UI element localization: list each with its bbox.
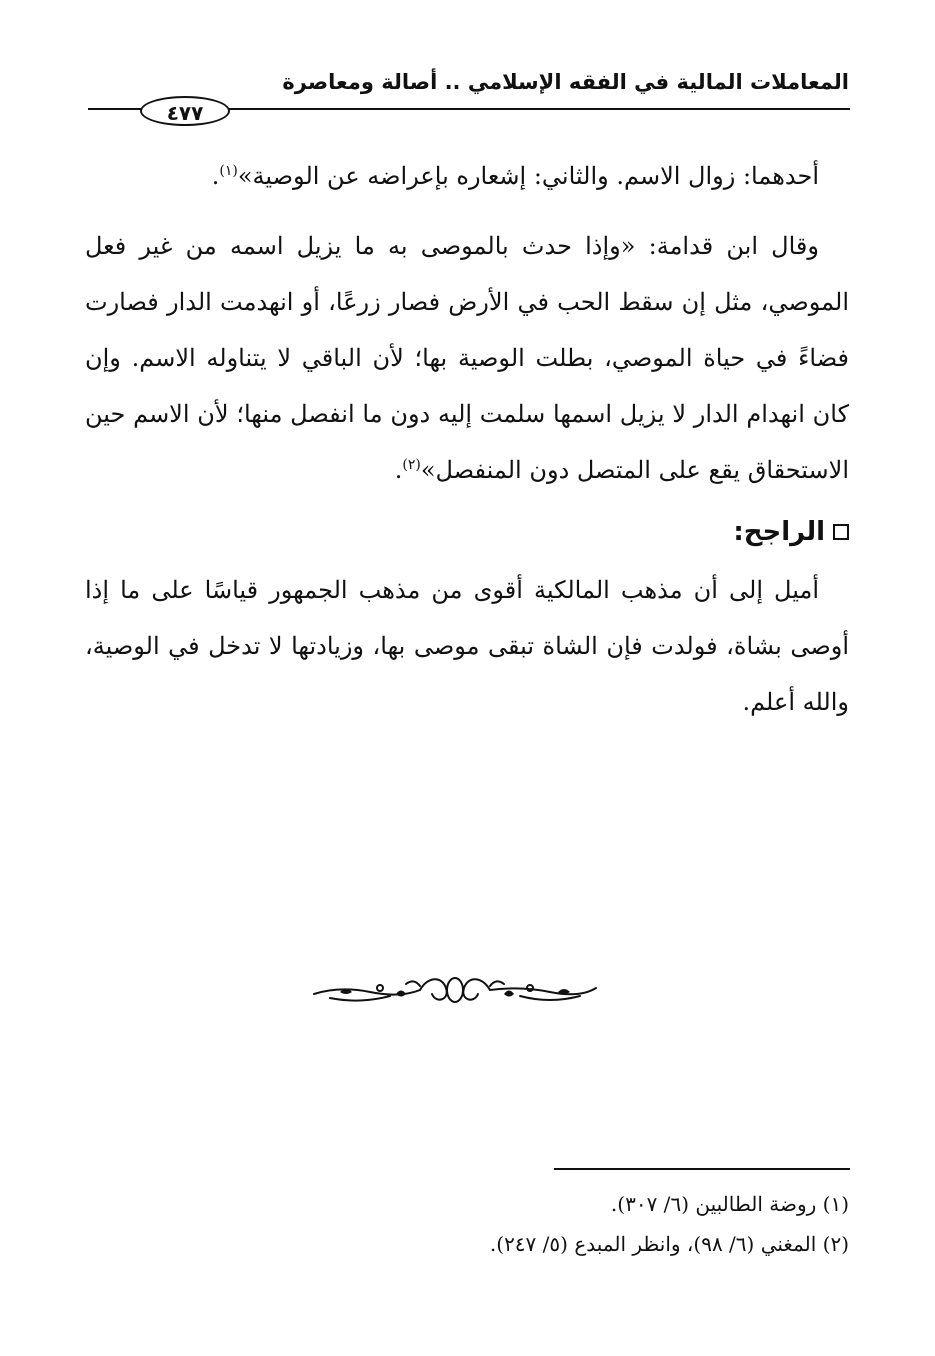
ornament-divider-icon xyxy=(310,968,600,1012)
footnote-ref-1[interactable]: (١) xyxy=(219,163,238,179)
page-number-badge: ٤٧٧ xyxy=(140,96,230,126)
paragraph-3 xyxy=(85,562,849,730)
running-header-title: المعاملات المالية في الفقه الإسلامي .. أصالة ومعاصرة xyxy=(282,70,849,94)
section-heading-text: الراجح: xyxy=(733,517,825,547)
paragraph-3-text: أميل إلى أن مذهب المالكية أقوى من مذهب الجمهور قياسًا على ما إذا أوصى بشاة، فولدت فإن الشاة تبقى موصى بها، وزيادتها لا تدخل في الوصية، والله أعلم. xyxy=(85,576,849,716)
paragraph-2-text: وقال ابن قدامة: «وإذا حدث بالموصى به ما يزيل اسمه من غير فعل الموصي، مثل إن سقط الحب في الأرض فصار زرعًا، أو انهدمت الدار فصارت فضاءً في حياة الموصي، بطلت الوصية بها؛ لأن الباقي لا يتناوله الاسم. وإن كان انهدام الدار لا يزيل اسمها سلمت إليه دون ما انفصل منها؛ لأن الاسم حين الاستحقاق يقع على المتصل دون المنفصل» xyxy=(85,232,849,484)
footnote-1: (١) روضة الطالبين (٦/ ٣٠٧). xyxy=(610,1192,849,1216)
footnote-ref-2[interactable]: (٢) xyxy=(402,457,421,473)
square-bullet-icon xyxy=(833,524,849,540)
section-heading-preferred xyxy=(85,506,849,558)
paragraph-2 xyxy=(85,218,849,498)
paragraph-1 xyxy=(85,148,849,204)
main-text xyxy=(85,148,849,730)
paragraph-2-end: . xyxy=(394,456,403,484)
footnote-2: (٢) المغني (٦/ ٩٨)، وانظر المبدع (٥/ ٢٤٧). xyxy=(489,1232,849,1256)
paragraph-1-end: . xyxy=(211,162,220,190)
footnotes xyxy=(85,1184,849,1264)
footnote-rule xyxy=(554,1168,850,1170)
paragraph-1-text: أحدهما: زوال الاسم. والثاني: إشعاره بإعراضه عن الوصية» xyxy=(237,162,819,190)
